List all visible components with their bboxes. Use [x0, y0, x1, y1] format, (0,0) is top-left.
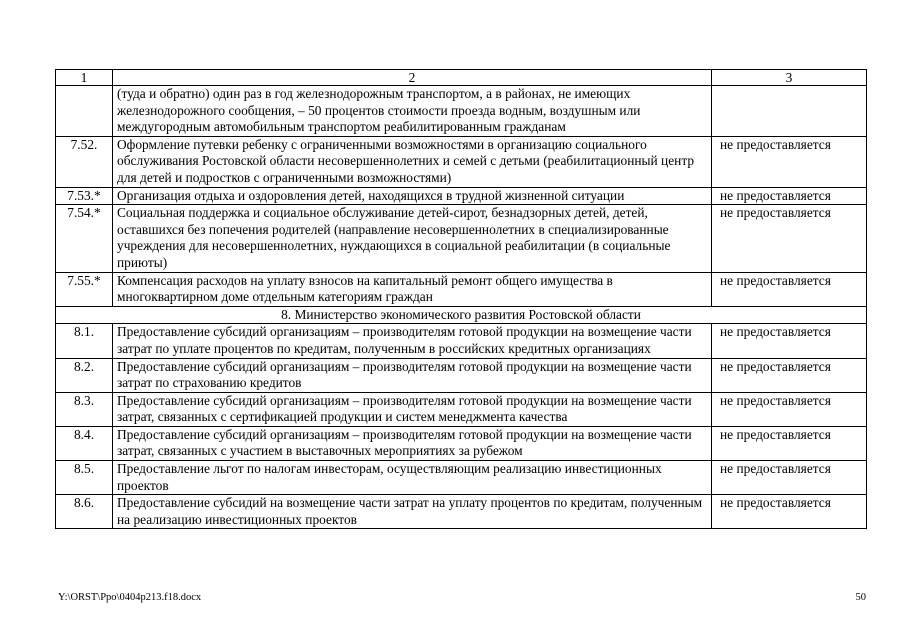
- row-status: не предоставляется: [712, 272, 867, 306]
- row-text: Предоставление субсидий организациям – производителям готовой продукции на возмещение части затрат, связанных с сертификацией продукции и систем менеджмента качества: [113, 392, 712, 426]
- table-row: [56, 495, 867, 529]
- row-text: Предоставление субсидий организациям – производителям готовой продукции на возмещение части затрат по уплате процентов по кредитам, полученным в российских кредитных организациях: [113, 324, 712, 358]
- header-col-1: 1: [56, 70, 113, 86]
- page-number: 50: [855, 592, 866, 603]
- table-row: [56, 358, 867, 392]
- row-text: Социальная поддержка и социальное обслуживание детей-сирот, безнадзорных детей, детей, оставшихся без попечения родителей (направление несовершеннолетних в специализированные учреждения для несовершеннолетних, нуждающихся в социальной реабилитации (в социальные приюты): [113, 205, 712, 272]
- header-col-2: 2: [113, 70, 712, 86]
- row-text: Оформление путевки ребенку с ограниченными возможностями в организацию социального обслуживания Ростовской области несовершеннолетних и семей с детьми (реабилитационный центр для детей и подростков с ограниченными возможностями): [113, 136, 712, 187]
- row-number: 8.5.: [56, 461, 113, 495]
- row-status: не предоставляется: [712, 495, 867, 529]
- row-text: Предоставление субсидий организациям – производителям готовой продукции на возмещение части затрат по страхованию кредитов: [113, 358, 712, 392]
- table-row: [56, 136, 867, 187]
- row-status: не предоставляется: [712, 358, 867, 392]
- row-status: не предоставляется: [712, 187, 867, 205]
- row-number: 7.54.*: [56, 205, 113, 272]
- row-number: 8.4.: [56, 426, 113, 460]
- row-text: Компенсация расходов на уплату взносов на капитальный ремонт общего имущества в многоквартирном доме отдельным категориям граждан: [113, 272, 712, 306]
- row-status: не предоставляется: [712, 324, 867, 358]
- table-header-row: [56, 70, 867, 86]
- row-text: Предоставление субсидий организациям – производителям готовой продукции на возмещение части затрат, связанных с участием в выставочных мероприятиях за рубежом: [113, 426, 712, 460]
- section-heading-row: [56, 306, 867, 324]
- table-row: [56, 272, 867, 306]
- table-row: [56, 324, 867, 358]
- row-text: (туда и обратно) один раз в год железнодорожным транспортом, а в районах, не имеющих железнодорожного сообщения, – 50 процентов стоимости проезда водным, воздушным или междугородным автомобильным транспортом реабилитированным гражданам: [113, 86, 712, 137]
- row-number: 7.53.*: [56, 187, 113, 205]
- row-number: [56, 86, 113, 137]
- table-row: [56, 205, 867, 272]
- table-row: [56, 187, 867, 205]
- table-row: [56, 86, 867, 137]
- table-row: [56, 392, 867, 426]
- footer-file-path: Y:\ORST\Ppo\0404p213.f18.docx: [58, 592, 202, 603]
- row-status: не предоставляется: [712, 205, 867, 272]
- row-status: не предоставляется: [712, 426, 867, 460]
- row-text: Организация отдыха и оздоровления детей, находящихся в трудной жизненной ситуации: [113, 187, 712, 205]
- table-row: [56, 426, 867, 460]
- row-number: 8.2.: [56, 358, 113, 392]
- row-text: Предоставление льгот по налогам инвесторам, осуществляющим реализацию инвестиционных проектов: [113, 461, 712, 495]
- row-status: не предоставляется: [712, 392, 867, 426]
- row-status: не предоставляется: [712, 461, 867, 495]
- row-number: 8.1.: [56, 324, 113, 358]
- row-number: 8.6.: [56, 495, 113, 529]
- row-number: 8.3.: [56, 392, 113, 426]
- table-row: [56, 461, 867, 495]
- services-table: [55, 69, 867, 529]
- section-title: 8. Министерство экономического развития Ростовской области: [56, 306, 867, 324]
- header-col-3: 3: [712, 70, 867, 86]
- row-status: не предоставляется: [712, 136, 867, 187]
- row-number: 7.55.*: [56, 272, 113, 306]
- row-text: Предоставление субсидий на возмещение части затрат на уплату процентов по кредитам, полученным на реализацию инвестиционных проектов: [113, 495, 712, 529]
- row-status: [712, 86, 867, 137]
- row-number: 7.52.: [56, 136, 113, 187]
